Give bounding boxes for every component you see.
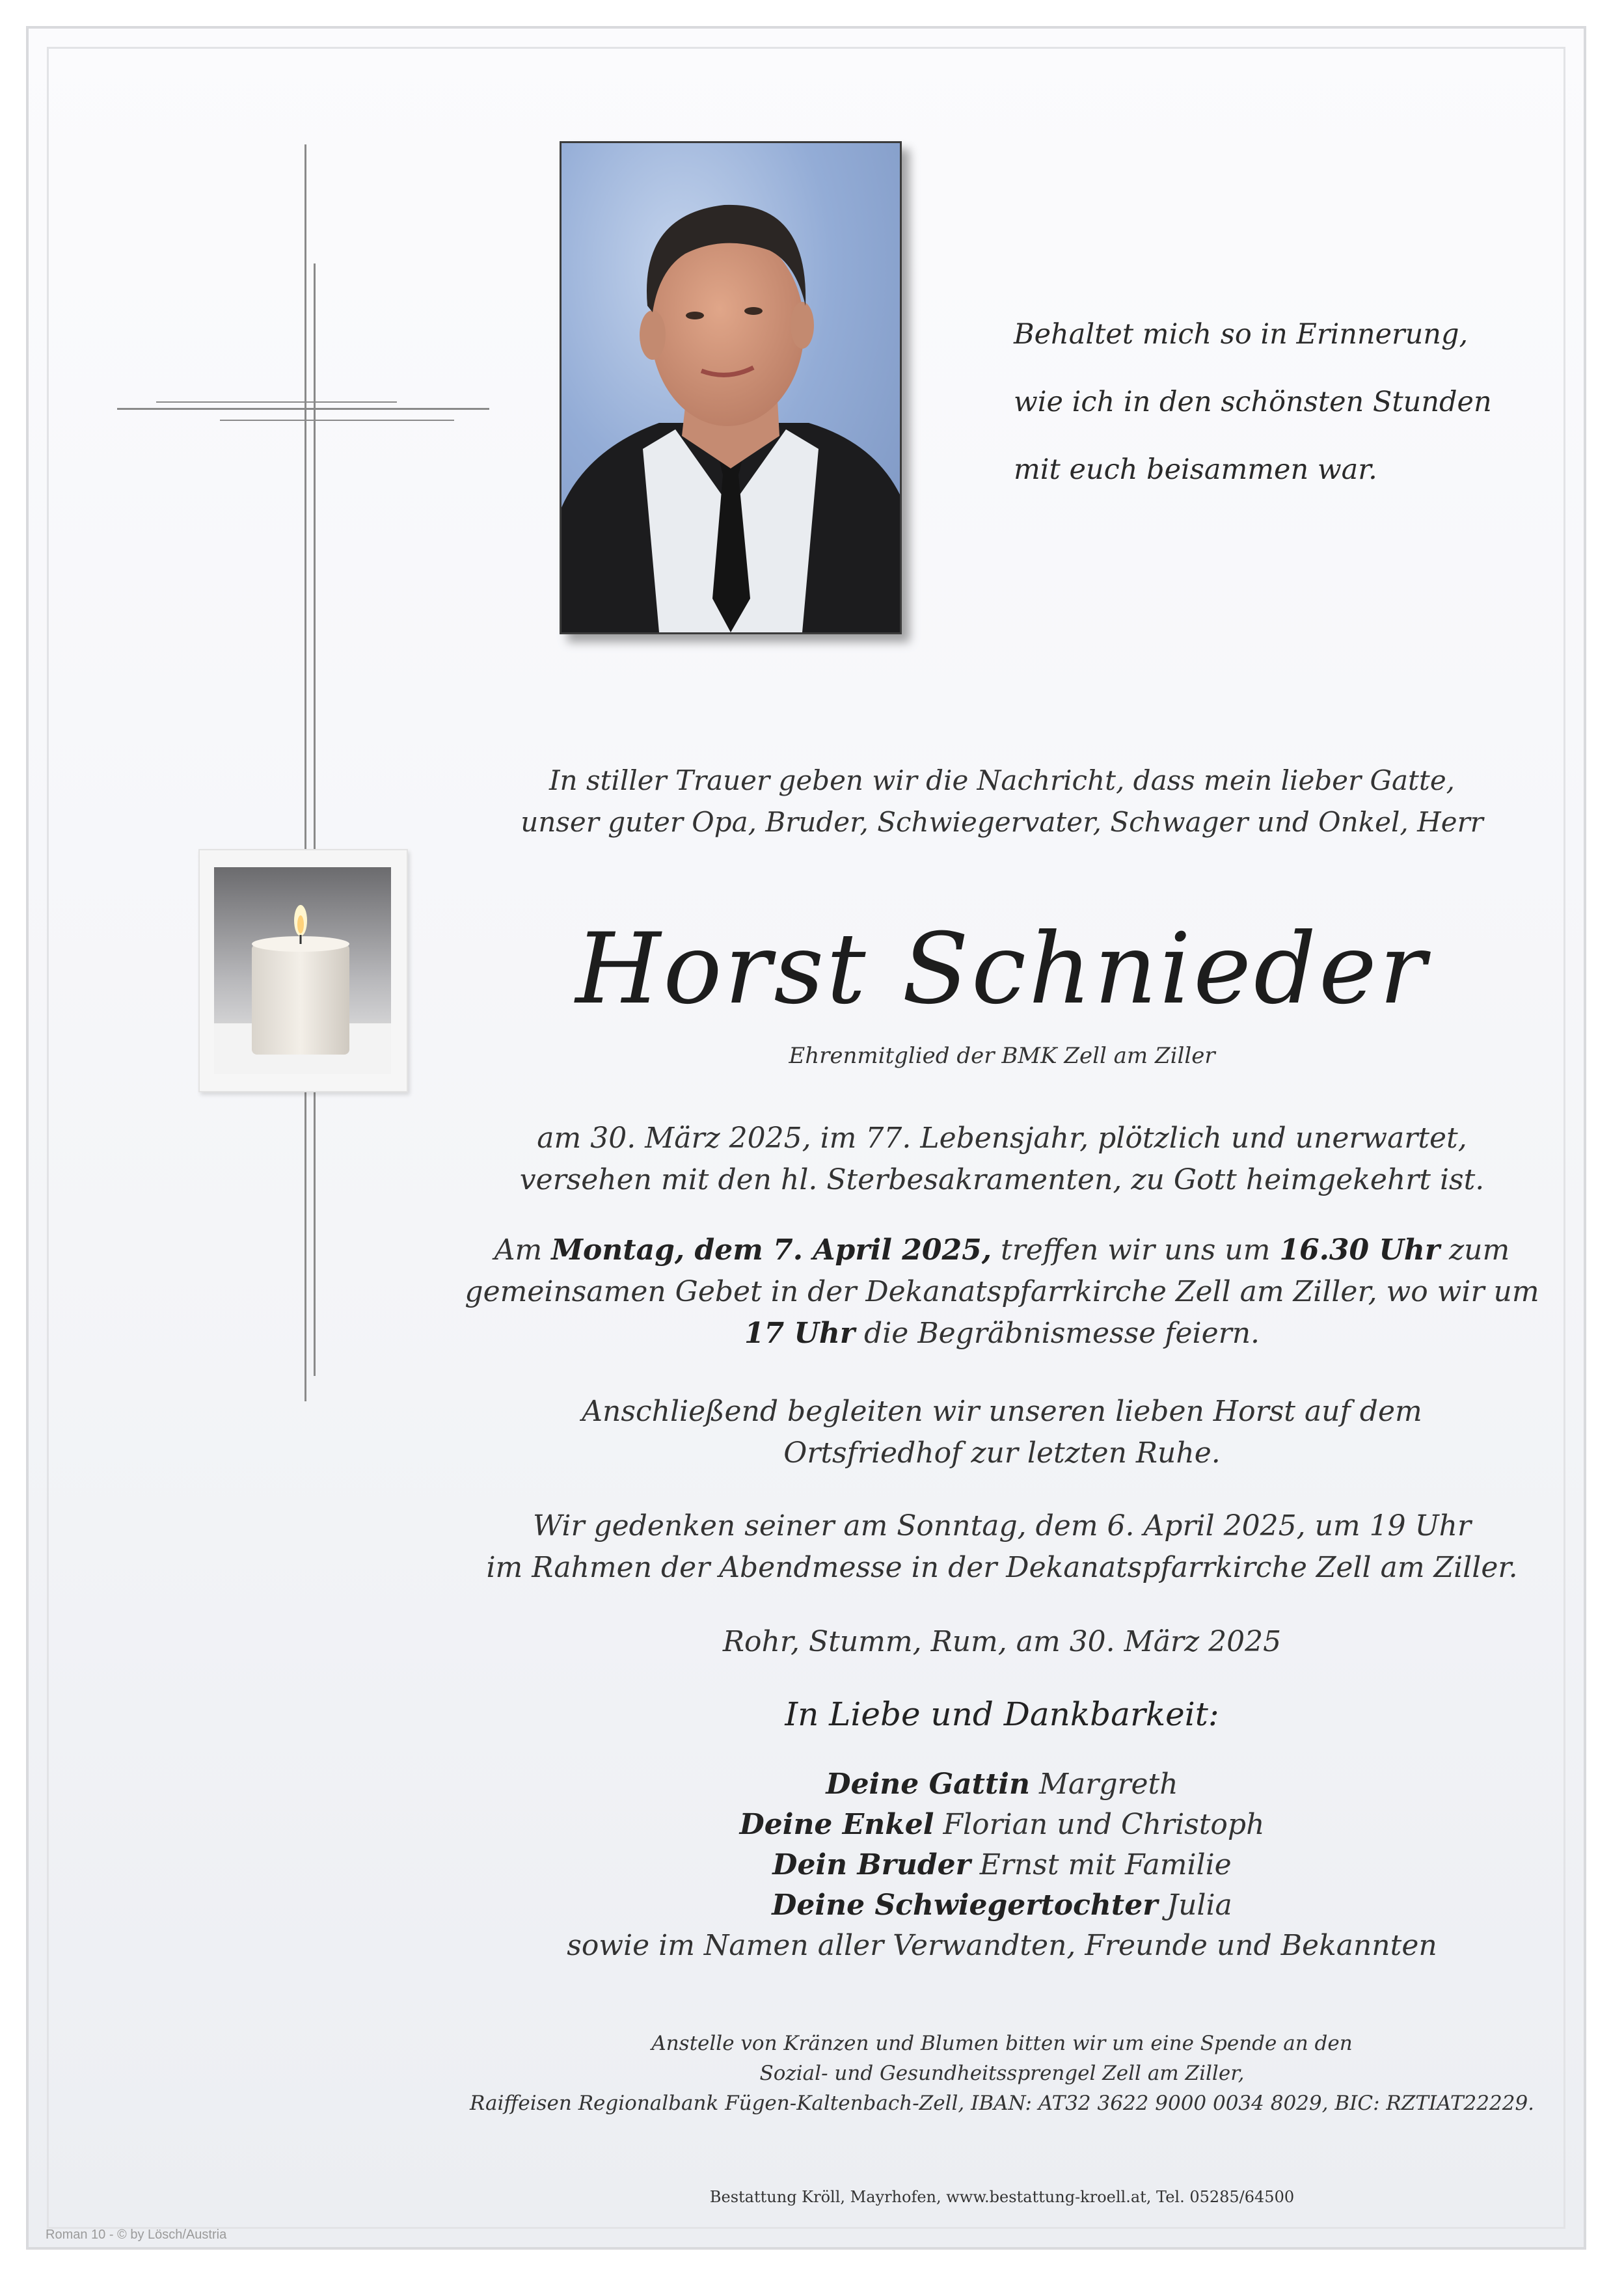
funeral-line-1: Am Montag, dem 7. April 2025, treffen wir uns um 16.30 Uhr zum [494,1233,1510,1267]
intro-line-2: unser guter Opa, Bruder, Schwiegervater, Schwager und Onkel, Herr [521,806,1483,838]
signers-closing: sowie im Namen aller Verwandten, Freunde und Bekannten [567,1929,1437,1962]
donation-note [455,2028,1549,2118]
memorial-line-2: im Rahmen der Abendmesse in der Dekanatspfarrkirche Zell am Ziller. [486,1551,1518,1584]
signers-list [455,1764,1549,1966]
portrait-photo [560,141,902,634]
donation-line-1: Anstelle von Kränzen und Blumen bitten wir um eine Spende an den [651,2032,1353,2055]
burial-info [455,1391,1549,1474]
death-line-2: versehen mit den hl. Sterbesakramenten, zu Gott heimgekehrt ist. [519,1163,1485,1196]
intro-line-1: In stiller Trauer geben wir die Nachricht, dass mein lieber Gatte, [548,764,1455,796]
death-line-1: am 30. März 2025, im 77. Lebensjahr, plötzlich und unerwartet, [537,1122,1467,1155]
signer-line: Deine Schwiegertochter Julia [772,1889,1232,1922]
funeral-line-2: gemeinsamen Gebet in der Dekanatspfarrkirche Zell am Ziller, wo wir um [465,1275,1539,1308]
thanks-heading: In Liebe und Dankbarkeit: [785,1695,1219,1733]
honor-title: Ehrenmitglied der BMK Zell am Ziller [789,1043,1215,1069]
burial-line-2: Ortsfriedhof zur letzten Ruhe. [783,1436,1221,1470]
memorial-quote [1014,301,1534,504]
candle-icon [214,867,391,1074]
memorial-line-1: Wir gedenken seiner am Sonntag, dem 6. April 2025, um 19 Uhr [532,1509,1472,1542]
candle-image [198,849,408,1092]
funeral-info [455,1230,1549,1354]
memorial-service [455,1505,1549,1589]
donation-line-3: Raiffeisen Regionalbank Fügen-Kaltenbach-Zell, IBAN: AT32 3622 9000 0034 8029, BIC: RZTIAT22229. [469,2092,1535,2115]
imprint: Roman 10 - © by Lösch/Austria [46,2228,227,2242]
funeral-home-footer: Bestattung Kröll, Mayrhofen, www.bestattung-kroell.at, Tel. 05285/64500 [709,2188,1295,2206]
quote-line: wie ich in den schönsten Stunden [1014,386,1492,418]
place-date: Rohr, Stumm, Rum, am 30. März 2025 [722,1625,1282,1658]
quote-line: mit euch beisammen war. [1014,453,1377,486]
donation-line-2: Sozial- und Gesundheitssprengel Zell am Ziller, [759,2062,1245,2085]
death-notice [455,1118,1549,1201]
funeral-line-3: 17 Uhr die Begräbnismesse feiern. [744,1317,1260,1350]
quote-line: Behaltet mich so in Erinnerung, [1014,318,1468,351]
deceased-name: Horst Schnieder [575,913,1429,1026]
signer-line: Dein Bruder Ernst mit Familie [772,1848,1232,1881]
signer-line: Deine Gattin Margreth [826,1768,1178,1801]
burial-line-1: Anschließend begleiten wir unseren lieben Horst auf dem [582,1395,1422,1428]
intro-text [455,760,1549,843]
signer-line: Deine Enkel Florian und Christoph [739,1808,1265,1841]
